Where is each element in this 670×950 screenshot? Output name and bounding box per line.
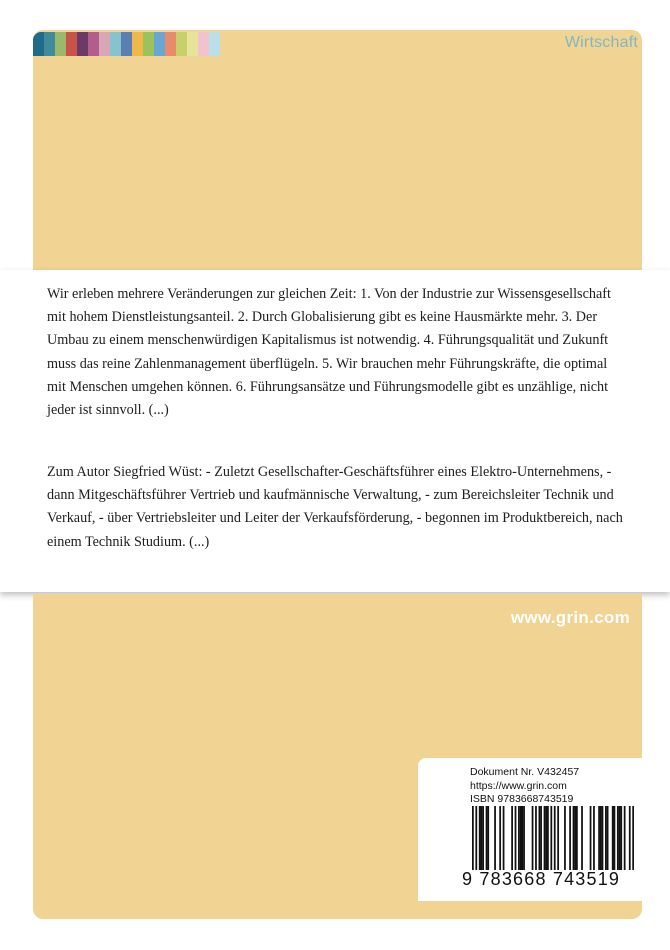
barcode-bar — [535, 806, 537, 870]
barcode-bar — [598, 806, 600, 870]
document-url[interactable]: https://www.grin.com — [470, 779, 567, 792]
color-stripe-11 — [154, 32, 165, 56]
barcode-bar — [576, 806, 578, 870]
color-stripe-0 — [33, 32, 44, 56]
color-stripe-5 — [88, 32, 99, 56]
color-stripe-12 — [165, 32, 176, 56]
barcode-bar — [593, 806, 595, 870]
isbn-number: ISBN 9783668743519 — [470, 793, 574, 805]
barcode-bar — [503, 806, 505, 870]
color-stripe-7 — [110, 32, 121, 56]
barcode-bar — [607, 806, 609, 870]
barcode-bar — [569, 806, 571, 870]
author-bio: Zum Autor Siegfried Wüst: - Zuletzt Gesellschafter-Geschäftsführer eines Elektro-Unternehmens, - dann Mitgeschäftsführer Vertrieb und kaufmännische Verwaltung, - zum Bereichsleiter Technik und Verkauf, - über Vertriebsleiter und Leiter der Verkaufsförderung, - begonnen im Produktbereich, nach einem Technik Studium. (...) — [47, 464, 623, 550]
color-stripe-14 — [187, 32, 198, 56]
barcode-icon — [472, 806, 634, 870]
color-stripe-15 — [198, 32, 209, 56]
barcode-bar — [632, 806, 634, 870]
barcode-bar — [481, 806, 483, 870]
color-stripe-16 — [209, 32, 220, 56]
color-stripe-3 — [66, 32, 77, 56]
barcode-bar — [515, 806, 517, 870]
barcode-bar — [486, 806, 488, 870]
barcode-bar — [564, 806, 566, 870]
color-stripe-9 — [132, 32, 143, 56]
barcode-bar — [617, 806, 619, 870]
category-label: Wirtschaft — [564, 34, 638, 51]
barcode-bar — [624, 806, 626, 870]
barcode-bar — [581, 806, 583, 870]
barcode-bar — [475, 806, 477, 870]
color-stripe-4 — [77, 32, 88, 56]
barcode-bar — [494, 806, 496, 870]
document-number: Dokument Nr. V432457 — [470, 766, 580, 778]
barcode-bar — [619, 806, 621, 870]
barcode-bar — [520, 806, 522, 870]
color-stripe-10 — [143, 32, 154, 56]
barcode-bar — [573, 806, 575, 870]
color-stripe-6 — [99, 32, 110, 56]
book-blurb: Wir erleben mehrere Veränderungen zur gleichen Zeit: 1. Von der Industrie zur Wissensgesellschaft mit hohem Dienstleistungsanteil. 2. Durch Globalisierung gibt es keine Hausmärkte mehr. 3. Der Umbau zu einem menschenwürdigen Kapitalismus ist notwendig. 4. Führungsqualität und Zukunft muss das reine Zahlenmanagement überflügeln. 5. Wir brauchen mehr Führungskräfte, die optimal mit Menschen umgehen können. 6. Führungsansätze und Führungsmodelle gibt es unzählige, nicht jeder ist sinnvoll. (...) — [47, 286, 611, 419]
barcode-bar — [629, 806, 631, 870]
barcode-bar — [523, 806, 525, 870]
barcode-bar — [614, 806, 616, 870]
color-stripe-1 — [44, 32, 55, 56]
color-stripe-bar — [33, 32, 220, 56]
barcode-bar — [540, 806, 542, 870]
color-stripe-8 — [121, 32, 132, 56]
publisher-url[interactable]: www.grin.com — [510, 608, 630, 627]
barcode-bar — [574, 806, 576, 870]
barcode-bar — [590, 806, 592, 870]
barcode-bar — [554, 806, 556, 870]
barcode-bar — [472, 806, 474, 870]
barcode-bar — [605, 806, 607, 870]
barcode-bar — [521, 806, 523, 870]
barcode-bar — [600, 806, 602, 870]
barcode-bar — [482, 806, 484, 870]
barcode-bar — [487, 806, 489, 870]
barcode-bar — [547, 806, 549, 870]
barcode-bar — [532, 806, 534, 870]
color-stripe-2 — [55, 32, 66, 56]
barcode-digits: 9 783668 743519 — [462, 869, 621, 889]
barcode-bar — [545, 806, 547, 870]
barcode-bar — [557, 806, 559, 870]
cover-top-panel — [33, 30, 642, 270]
barcode-bar — [612, 806, 614, 870]
color-stripe-13 — [176, 32, 187, 56]
barcode-bar — [539, 806, 541, 870]
barcode-bar — [511, 806, 513, 870]
barcode-bar — [550, 806, 552, 870]
barcode-bar — [518, 806, 520, 870]
document-info — [470, 766, 579, 807]
barcode-bar — [602, 806, 604, 870]
barcode-bar — [620, 806, 622, 870]
barcode-bar — [544, 806, 546, 870]
barcode-bar — [499, 806, 501, 870]
barcode-bar — [479, 806, 481, 870]
